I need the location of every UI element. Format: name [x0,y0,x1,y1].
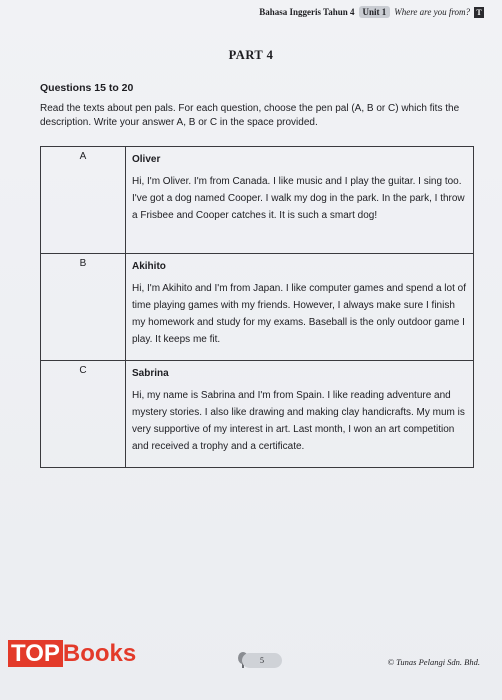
unit-badge: Unit 1 [359,6,391,18]
pen-pal-text: Hi, I'm Akihito and I'm from Japan. I like computer games and spend a lot of time playing games with my friends. However, I always make sure I finish my homework and study for my exams. Baseball is the only outdoor game I play. It keeps me fit. [132,283,466,345]
pen-pal-letter: B [41,254,126,361]
questions-title: Questions 15 to 20 [40,82,134,94]
instructions: Read the texts about pen pals. For each question, choose the pen pal (A, B or C) which fits the description. Write your answer A, B or C in the space provided. [40,103,460,128]
pen-pal-row-a [41,147,474,254]
pen-pal-row-c [41,361,474,468]
pen-pal-cell [126,361,474,468]
pen-pal-text: Hi, my name is Sabrina and I'm from Spain. I like reading adventure and mystery stories. I also like drawing and making clay handicrafts. My mum is very supportive of my interest in art. Last month, I won an art competition and received a trophy and a certificate. [132,390,465,452]
logo-books: Books [62,640,137,667]
topbooks-watermark-logo [8,640,136,668]
pen-pal-text: Hi, I'm Oliver. I'm from Canada. I like music and I play the guitar. I sing too. I've got a dog named Cooper. I walk my dog in the park. In the park, I throw a Frisbee and Cooper catches it. It is such a smart dog! [132,176,465,221]
pen-pal-name: Akihito [132,261,166,272]
pen-pal-cell [126,147,474,254]
part-title: PART 4 [228,48,274,62]
book-title: Bahasa Inggeris Tahun 4 [259,7,355,17]
pen-pal-letter: A [41,147,126,254]
publisher-logo-icon: T [474,7,484,18]
pen-pal-name: Sabrina [132,368,169,379]
logo-top: TOP [8,640,63,667]
pen-pal-letter: C [41,361,126,468]
unit-question: Where are you from? [394,7,470,17]
pen-pal-row-b [41,254,474,361]
publisher-credit: © Tunas Pelangi Sdn. Bhd. [387,657,480,667]
pen-pal-name: Oliver [132,154,161,165]
page-number: 5 [242,653,282,668]
page-header [259,6,484,18]
pen-pals-table [40,146,474,468]
pen-pal-cell [126,254,474,361]
